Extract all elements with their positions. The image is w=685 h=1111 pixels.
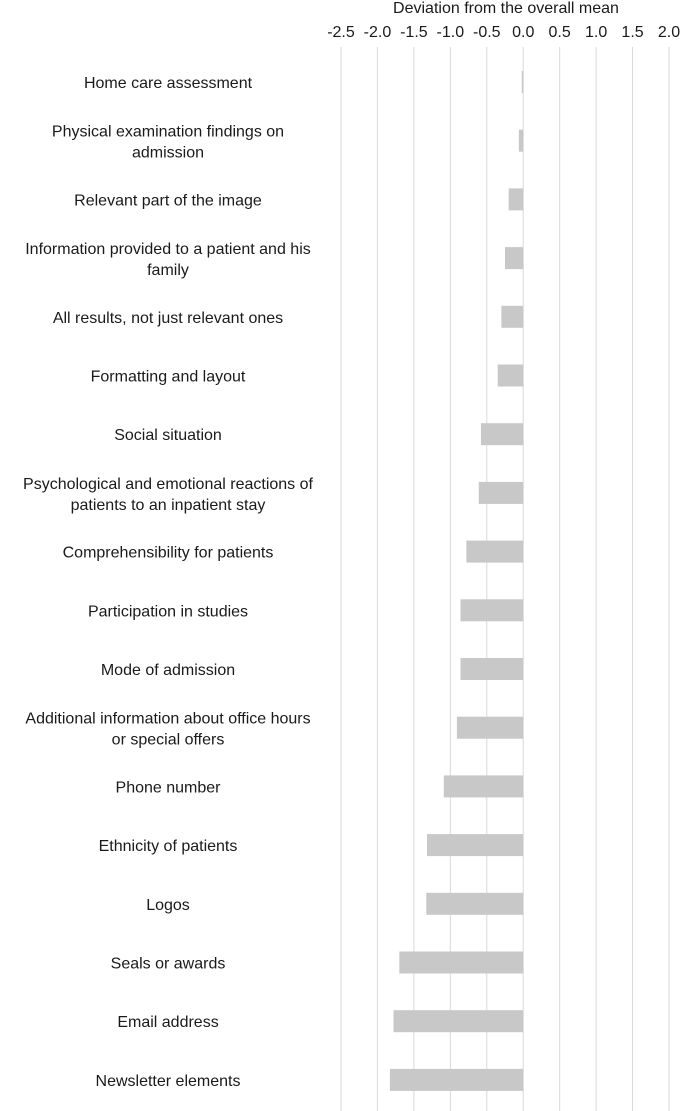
x-tick-label: 2.0 bbox=[657, 24, 681, 41]
category-label: or special offers bbox=[111, 731, 225, 749]
x-tick-label: -0.5 bbox=[472, 24, 501, 41]
x-tick-label: 1.0 bbox=[584, 24, 608, 41]
bar bbox=[519, 130, 523, 152]
category-labels bbox=[23, 75, 314, 1090]
x-tick-label: 0.5 bbox=[548, 24, 571, 41]
bar bbox=[505, 247, 523, 269]
bar bbox=[479, 482, 523, 504]
bar bbox=[444, 775, 523, 797]
bar bbox=[522, 71, 523, 93]
category-label: Home care assessment bbox=[83, 75, 253, 92]
gridlines bbox=[341, 47, 669, 1111]
bar bbox=[427, 834, 523, 856]
category-label: Formatting and layout bbox=[90, 368, 246, 386]
x-tick-label: -2.5 bbox=[327, 24, 355, 41]
category-label: Mode of admission bbox=[100, 662, 236, 679]
bar bbox=[498, 365, 524, 387]
x-axis-title: Deviation from the overall mean bbox=[393, 0, 619, 17]
x-axis-ticks bbox=[327, 24, 680, 41]
category-label: Additional information about office hours bbox=[25, 710, 311, 728]
category-label: Logos bbox=[146, 896, 190, 914]
bar bbox=[393, 1010, 523, 1032]
bar bbox=[461, 658, 524, 680]
category-label: Social situation bbox=[114, 427, 222, 445]
bar bbox=[390, 1069, 523, 1091]
category-label: Phone number bbox=[115, 779, 221, 797]
x-tick-label: 0.0 bbox=[512, 24, 535, 41]
category-label: Participation in studies bbox=[87, 603, 249, 621]
bar bbox=[399, 952, 523, 974]
bar bbox=[461, 599, 524, 621]
category-label: Physical examination findings on bbox=[51, 123, 285, 141]
category-label: Newsletter elements bbox=[95, 1072, 241, 1090]
bar bbox=[466, 541, 523, 563]
category-label: Relevant part of the image bbox=[74, 192, 262, 210]
category-label: Comprehensibility for patients bbox=[62, 544, 274, 562]
x-tick-label: -1.0 bbox=[436, 24, 465, 41]
bar bbox=[457, 717, 523, 739]
category-label: Seals or awards bbox=[110, 955, 226, 973]
category-label: patients to an inpatient stay bbox=[70, 496, 266, 514]
category-label: All results, not just relevant ones bbox=[52, 309, 284, 327]
bar bbox=[481, 423, 523, 445]
x-tick-label: 1.5 bbox=[621, 24, 644, 41]
bar bbox=[509, 188, 524, 210]
bar bbox=[426, 893, 523, 915]
category-label: Email address bbox=[117, 1014, 219, 1032]
category-label: Psychological and emotional reactions of bbox=[23, 475, 313, 493]
x-tick-label: -2.0 bbox=[363, 24, 392, 41]
category-label: admission bbox=[131, 144, 205, 162]
category-label: family bbox=[147, 262, 189, 280]
x-tick-label: -1.5 bbox=[400, 24, 428, 41]
bar bbox=[501, 306, 523, 328]
category-label: Information provided to a patient and his bbox=[25, 241, 311, 259]
bars bbox=[390, 71, 523, 1091]
category-label: Ethnicity of patients bbox=[98, 838, 238, 856]
